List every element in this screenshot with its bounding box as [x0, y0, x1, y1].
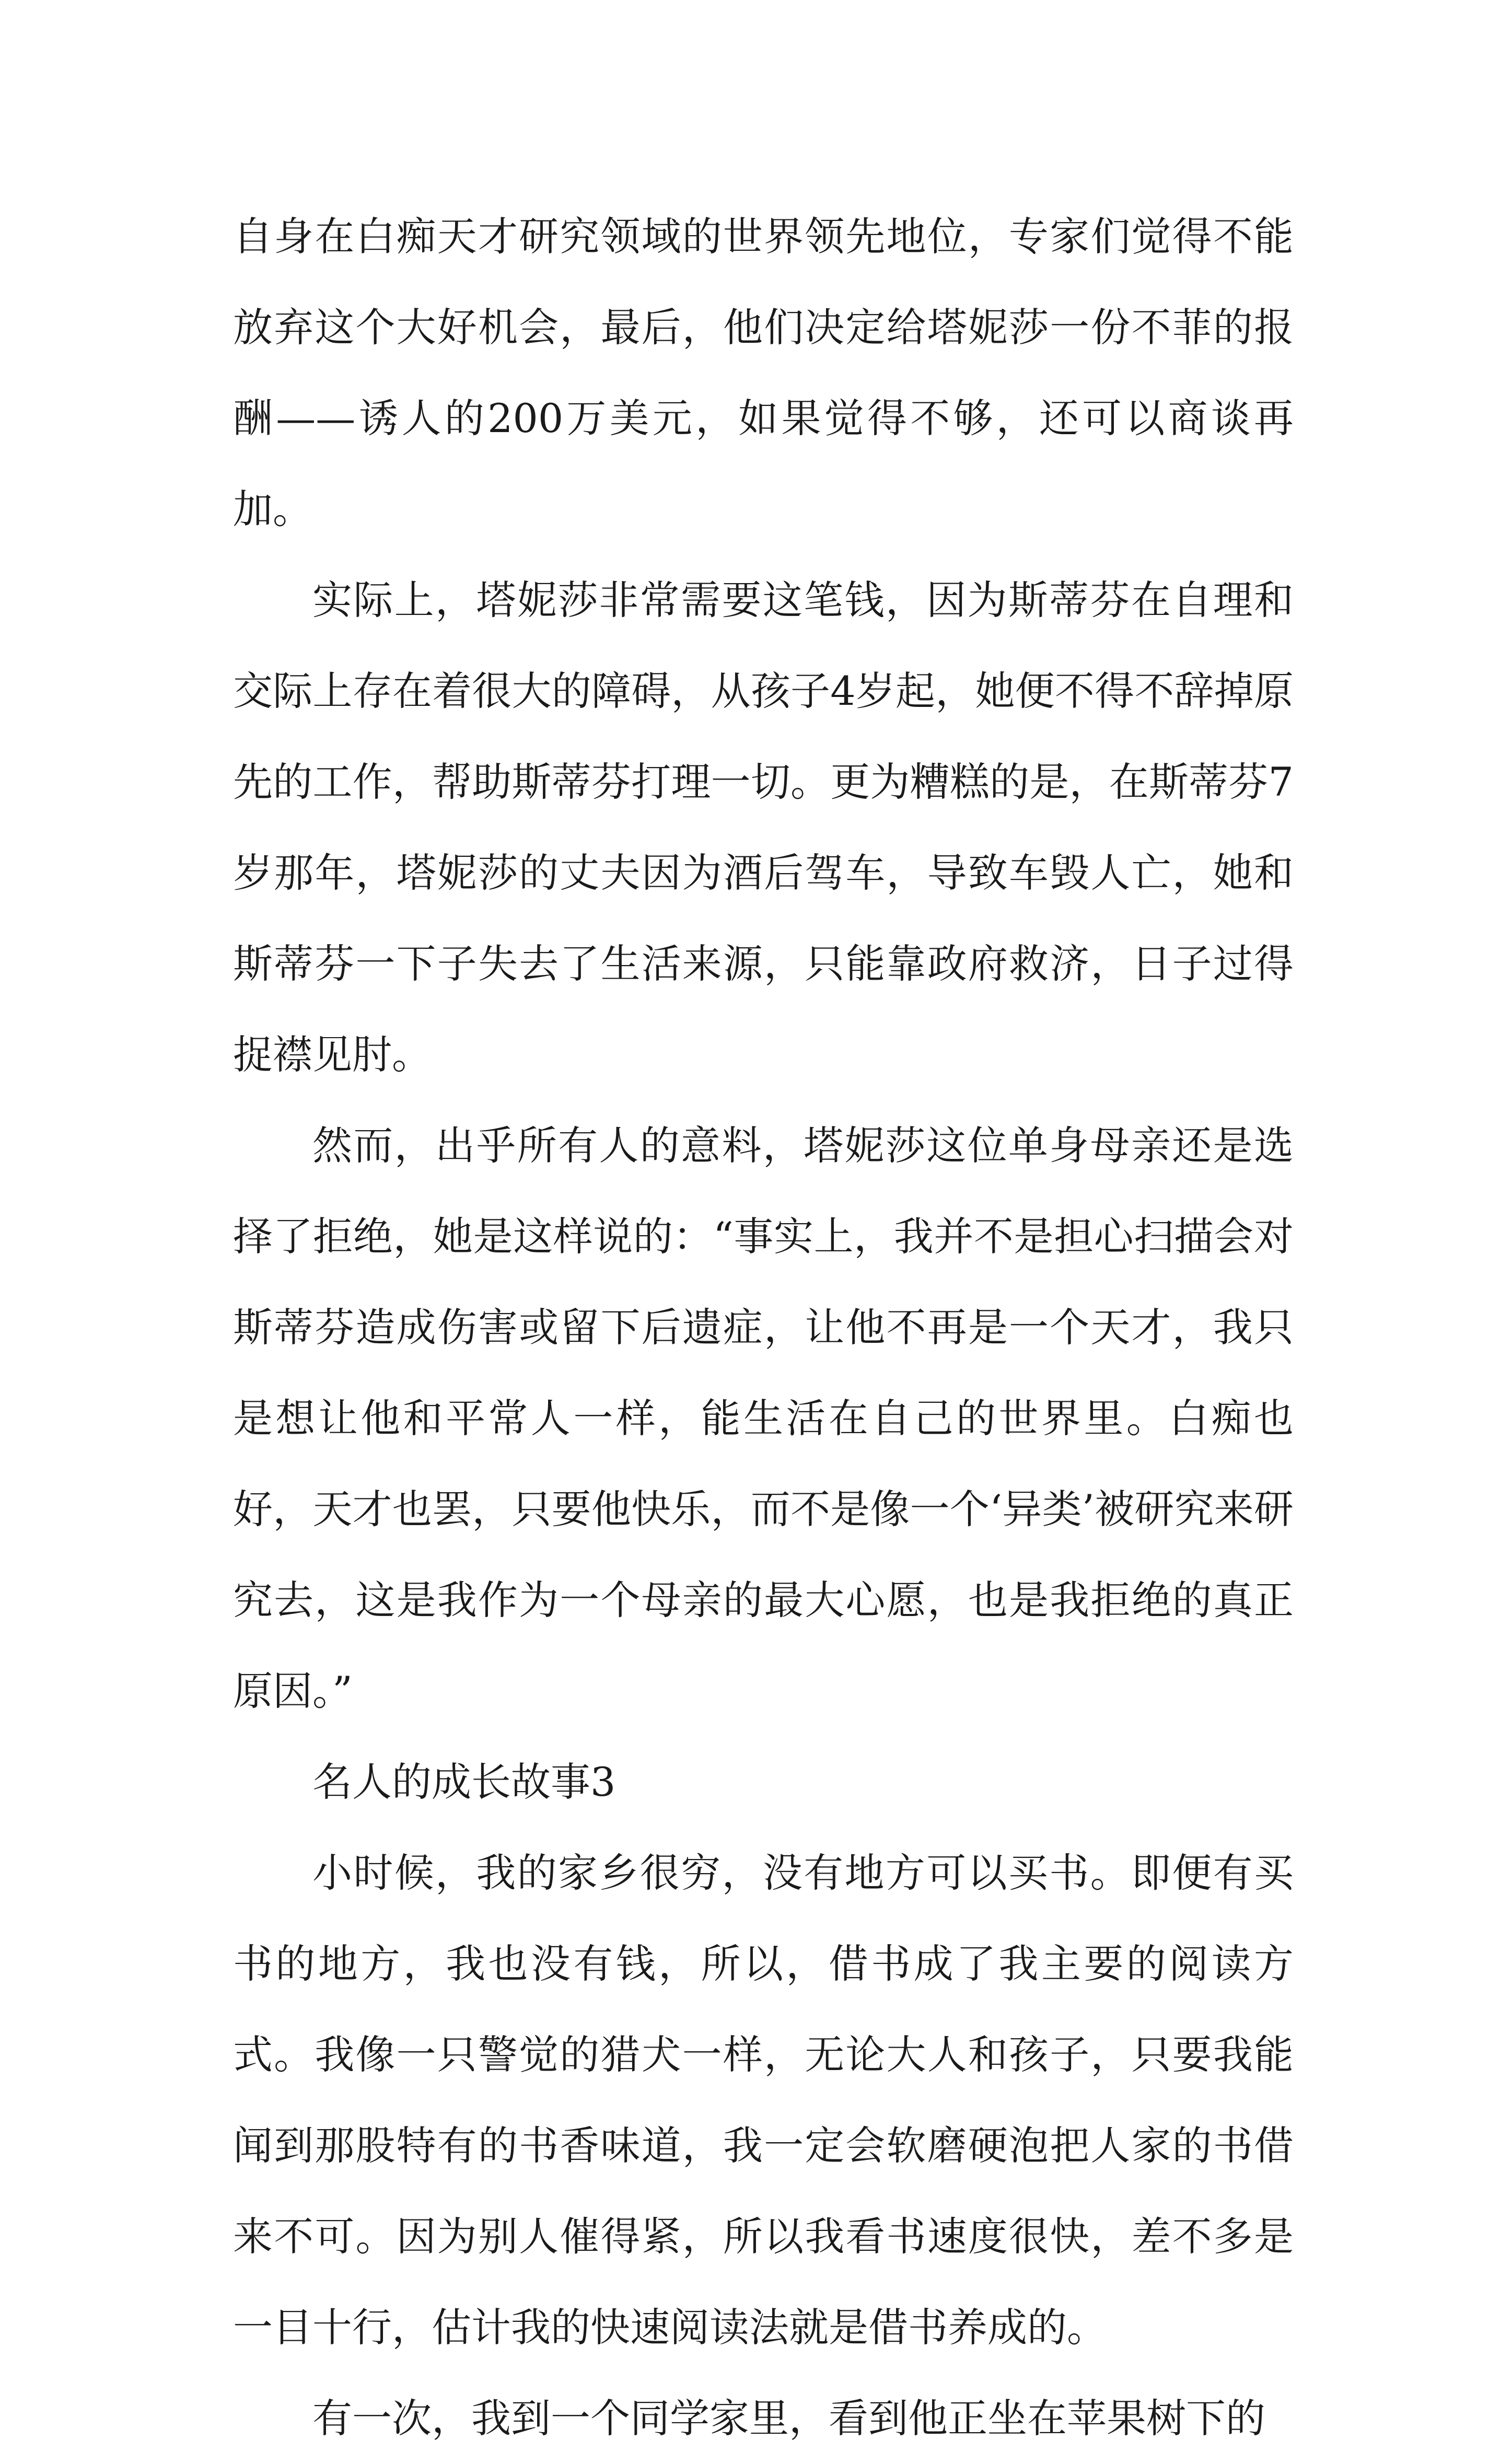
paragraph-tanisha-refuses: 然而，出乎所有人的意料，塔妮莎这位单身母亲还是选择了拒绝，她是这样说的：“事实上，我并不是担心扫描会对斯蒂芬造成伤害或留下后遗症，让他不再是一个天才，我只是想让他和平常人一样，能生活在自己的世界里。白痴也好，天才也罢，只要他快乐，而不是像一个‘异类’被研究来研究去，这是我作为一个母亲的最大心愿，也是我拒绝的真正原因。” — [233, 1122, 1294, 1714]
paragraph-tanisha-needs-money: 实际上，塔妮莎非常需要这笔钱，因为斯蒂芬在自理和交际上存在着很大的障碍，从孩子4岁起，她便不得不辞掉原先的工作，帮助斯蒂芬打理一切。更为糟糕的是，在斯蒂芬7岁那年，塔妮莎的丈夫因为酒后驾车，导致车毁人亡，她和斯蒂芬一下子失去了生活来源，只能靠政府救济，日子过得捉襟见肘。 — [233, 577, 1294, 1078]
paragraph-classmate-visit: 有一次，我到一个同学家里，看到他正坐在苹果树下的 — [312, 2395, 1265, 2442]
document-body — [233, 191, 1294, 2464]
section-heading: 名人的成长故事3 — [312, 1759, 616, 1805]
paragraph-borrowing-books: 小时候，我的家乡很穷，没有地方可以买书。即便有买书的地方，我也没有钱，所以，借书成了我主要的阅读方式。我像一只警觉的猎犬一样，无论大人和孩子，只要我能闻到那股特有的书香味道，我一定会软磨硬泡把人家的书借来不可。因为别人催得紧，所以我看书速度很快，差不多是一目十行，估计我的快速阅读法就是借书养成的。 — [233, 1850, 1294, 2351]
paragraph-continuation: 自身在白痴天才研究领域的世界领先地位，专家们觉得不能放弃这个大好机会，最后，他们决定给塔妮莎一份不菲的报酬——诱人的200万美元，如果觉得不够，还可以商谈再加。 — [233, 213, 1294, 532]
